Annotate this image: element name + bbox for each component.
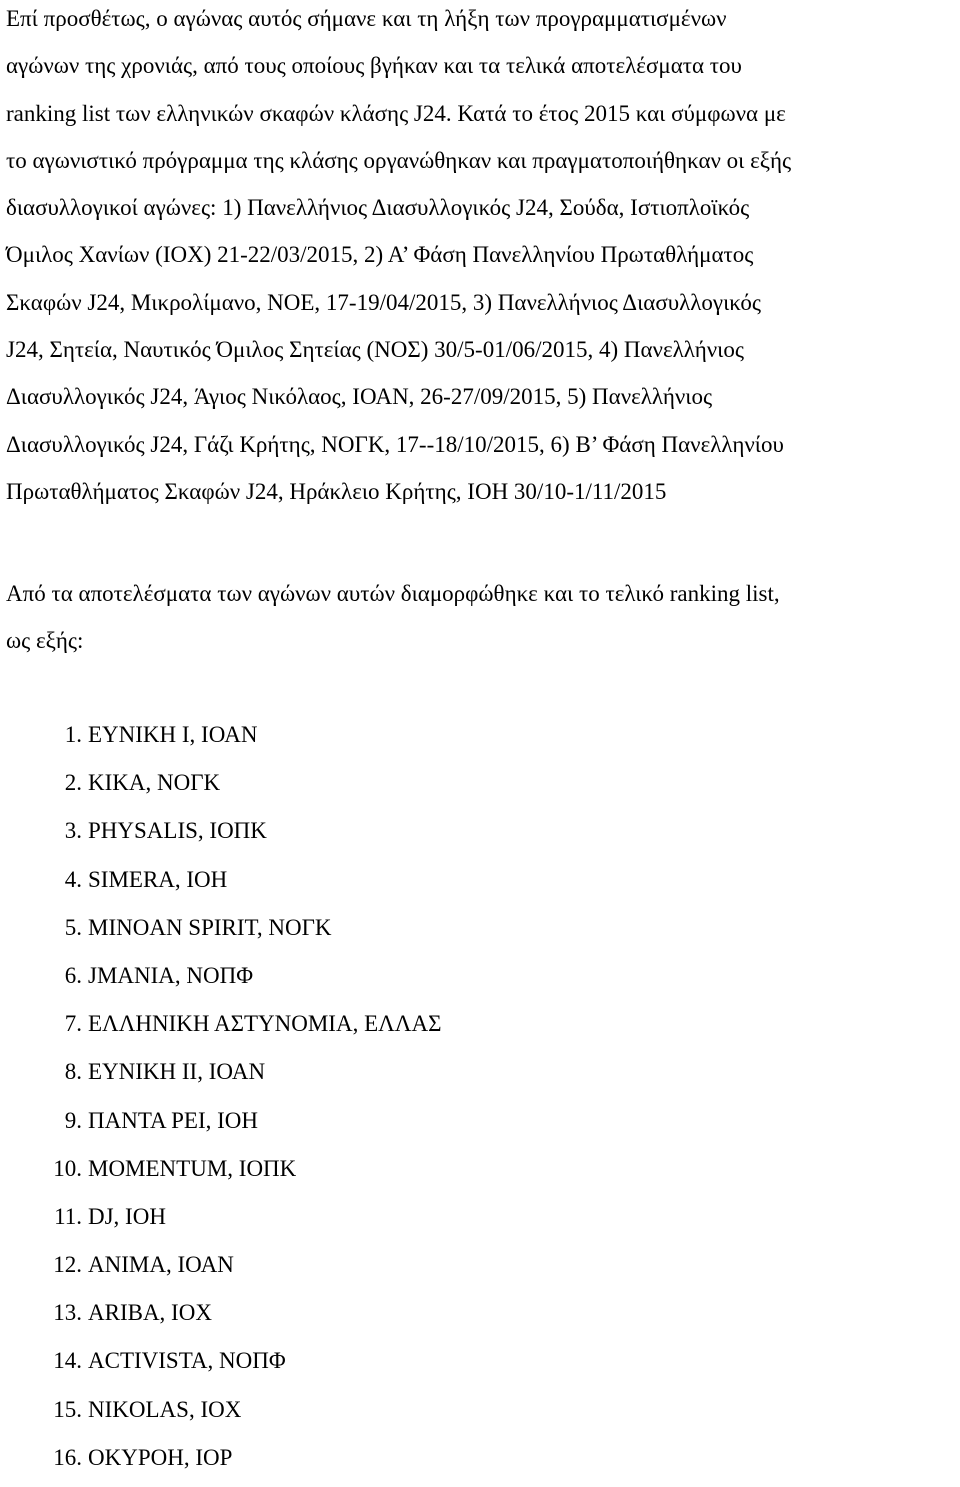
- ranking-number: 4.: [64, 866, 82, 892]
- paragraph-line: Επί προσθέτως, ο αγώνας αυτός σήμανε και τη λήξη των προγραμματισμένων: [6, 6, 727, 31]
- ranking-number: 5.: [64, 914, 82, 940]
- ranking-number: 14.: [53, 1348, 82, 1374]
- ranking-boat: ARIBA, ΙΟΧ: [88, 1300, 212, 1326]
- ranking-item: [0, 1246, 700, 1294]
- ranking-boat: MINOAN SPIRIT, ΝΟΓΚ: [88, 914, 332, 940]
- ranking-item: [0, 812, 700, 860]
- paragraph-line: Διασυλλογικός J24, Γάζι Κρήτης, ΝΟΓΚ, 17--18/10/2015, 6) Β’ Φάση Πανελληνίου: [6, 431, 784, 457]
- ranking-boat: ΑΝΙΜΑ, ΙΟΑΝ: [88, 1252, 234, 1278]
- ranking-number: 8.: [64, 1059, 82, 1085]
- ranking-number: 12.: [53, 1252, 82, 1278]
- ranking-item: [0, 957, 700, 1005]
- ranking-item: [0, 909, 700, 957]
- ranking-number: 6.: [64, 962, 82, 988]
- ranking-boat: PHYSALIS, ΙΟΠΚ: [88, 818, 267, 844]
- paragraph-ranking-intro: [6, 575, 956, 669]
- ranking-item: [0, 861, 700, 909]
- ranking-boat: ΚΙΚΑ, ΝΟΓΚ: [88, 770, 221, 796]
- ranking-item: [0, 1391, 700, 1439]
- ranking-number: 13.: [53, 1300, 82, 1326]
- ranking-list: [0, 716, 700, 1487]
- paragraph-line: Όμιλος Χανίων (ΙΟΧ) 21-22/03/2015, 2) Α’ Φάση Πανελληνίου Πρωταθλήματος: [6, 242, 754, 268]
- paragraph-line: Από τα αποτελέσματα των αγώνων αυτών διαμορφώθηκε και το τελικό ranking list,: [6, 581, 780, 606]
- ranking-item: [0, 1198, 700, 1246]
- paragraph-line: Σκαφών J24, Μικρολίμανο, ΝΟΕ, 17-19/04/2015, 3) Πανελλήνιος Διασυλλογικός: [6, 289, 761, 315]
- ranking-number: 16.: [53, 1444, 82, 1470]
- ranking-boat: SIMERA, ΙΟΗ: [88, 866, 228, 892]
- ranking-item: [0, 1005, 700, 1053]
- ranking-boat: DJ, ΙΟΗ: [88, 1203, 166, 1229]
- ranking-boat: ACTIVISTA, ΝΟΠΦ: [88, 1348, 286, 1374]
- paragraph-line: το αγωνιστικό πρόγραμμα της κλάσης οργανώθηκαν και πραγματοποιήθηκαν οι εξής: [6, 147, 792, 173]
- paragraph-races-2015: [6, 0, 956, 520]
- ranking-number: 2.: [64, 770, 82, 796]
- ranking-boat: ΠΑΝΤΑ ΡΕΙ, ΙΟΗ: [88, 1107, 259, 1133]
- ranking-number: 15.: [53, 1396, 82, 1422]
- paragraph-line: J24, Σητεία, Ναυτικός Όμιλος Σητείας (ΝΟΣ) 30/5-01/06/2015, 4) Πανελλήνιος: [6, 337, 744, 363]
- ranking-boat: MOMENTUM, ΙΟΠΚ: [88, 1155, 297, 1181]
- ranking-item: [0, 1294, 700, 1342]
- paragraph-line: Διασυλλογικός J24, Άγιος Νικόλαος, ΙΟΑΝ, 26-27/09/2015, 5) Πανελλήνιος: [6, 384, 713, 410]
- ranking-item: [0, 1053, 700, 1101]
- ranking-boat: ΕΛΛΗΝΙΚΗ ΑΣΤΥΝΟΜΙΑ, ΕΛΛΑΣ: [88, 1011, 442, 1037]
- ranking-boat: JMANIA, ΝΟΠΦ: [88, 962, 254, 988]
- paragraph-line: Πρωταθλήματος Σκαφών J24, Ηράκλειο Κρήτης, ΙΟΗ 30/10-1/11/2015: [6, 478, 667, 504]
- ranking-item: [0, 1342, 700, 1390]
- paragraph-line: ως εξής:: [6, 628, 84, 653]
- ranking-item: [0, 1439, 700, 1487]
- paragraph-line: ranking list των ελληνικών σκαφών κλάσης J24. Κατά το έτος 2015 και σύμφωνα με: [6, 100, 786, 126]
- ranking-number: 3.: [64, 818, 82, 844]
- paragraph-line: αγώνων της χρονιάς, από τους οποίους βγήκαν και τα τελικά αποτελέσματα του: [6, 53, 742, 79]
- ranking-number: 1.: [64, 722, 82, 747]
- ranking-item: [0, 764, 700, 812]
- ranking-number: 11.: [54, 1203, 82, 1229]
- ranking-item: [0, 1102, 700, 1150]
- ranking-boat: ΕΥΝΙΚΗ Ι, ΙΟΑΝ: [88, 722, 258, 747]
- ranking-item: [0, 1150, 700, 1198]
- paragraph-line: διασυλλογικοί αγώνες: 1) Πανελλήνιος Διασυλλογικός J24, Σούδα, Ιστιοπλοϊκός: [6, 195, 750, 221]
- ranking-item: [0, 716, 700, 764]
- ranking-boat: NIKOLAS, ΙΟΧ: [88, 1396, 242, 1422]
- ranking-boat: ΕΥΝΙΚΗ ΙΙ, ΙΟΑΝ: [88, 1059, 266, 1085]
- ranking-number: 7.: [64, 1011, 82, 1037]
- ranking-number: 9.: [64, 1107, 82, 1133]
- ranking-boat: ΟΚΥΡΟΗ, ΙΟΡ: [88, 1444, 233, 1470]
- ranking-number: 10.: [53, 1155, 82, 1181]
